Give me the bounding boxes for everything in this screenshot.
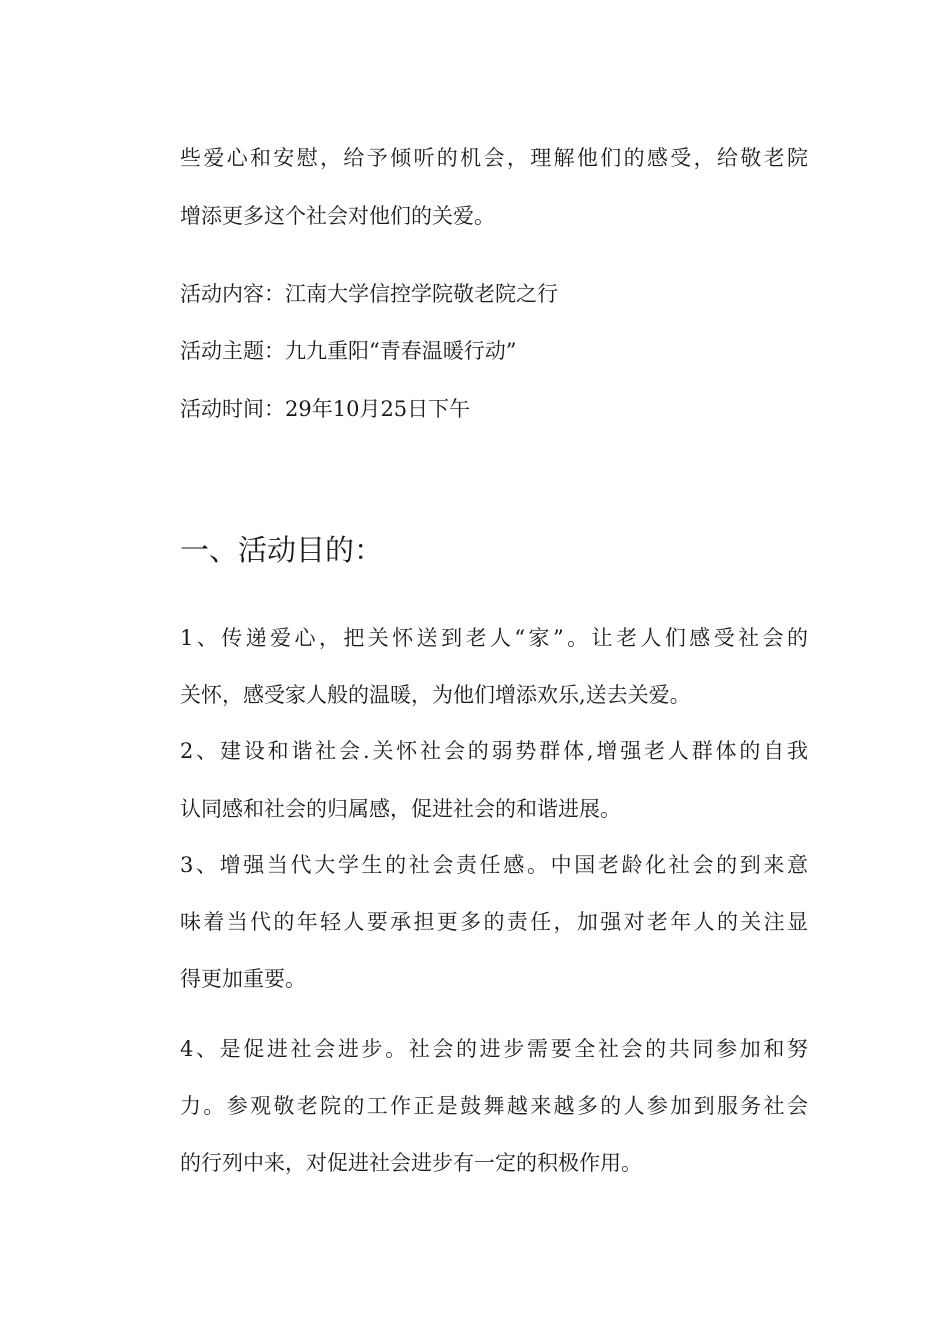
purpose-4-line-2: 力。参观敬老院的工作正是鼓舞越来越多的人参加到服务社会: [180, 1094, 808, 1118]
purpose-2-line-1: 2、建设和谐社会.关怀社会的弱势群体,增强老人群体的自我: [180, 739, 808, 763]
purpose-2-line-2: 认同感和社会的归属感，促进社会的和谐进展。: [180, 797, 621, 821]
activity-content: 活动内容：江南大学信控学院敬老院之行: [180, 282, 558, 306]
purpose-4-line-1: 4、是促进社会进步。社会的进步需要全社会的共同参加和努: [180, 1037, 808, 1061]
purpose-4-line-3: 的行列中来，对促进社会进步有一定的积极作用。: [180, 1151, 642, 1175]
purpose-1-line-2: 关怀，感受家人般的温暖，为他们增添欢乐,送去关爱。: [180, 683, 691, 707]
purpose-3-line-2: 味着当代的年轻人要承担更多的责任，加强对老年人的关注显: [180, 910, 808, 934]
activity-theme: 活动主题：九九重阳“青春温暖行动”: [180, 339, 517, 363]
intro-line-1: 些爱心和安慰，给予倾听的机会，理解他们的感受，给敬老院: [180, 146, 808, 170]
purpose-3-line-3: 得更加重要。: [180, 967, 306, 991]
section-heading: 一、活动目的：: [180, 533, 384, 567]
purpose-1-line-1: 1、传递爱心，把关怀送到老人“家”。让老人们感受社会的: [180, 626, 808, 650]
activity-time: 活动时间：29年10月25日下午: [180, 397, 471, 421]
purpose-3-line-1: 3、增强当代大学生的社会责任感。中国老龄化社会的到来意: [180, 853, 808, 877]
intro-line-2: 增添更多这个社会对他们的关爱。: [180, 204, 495, 228]
